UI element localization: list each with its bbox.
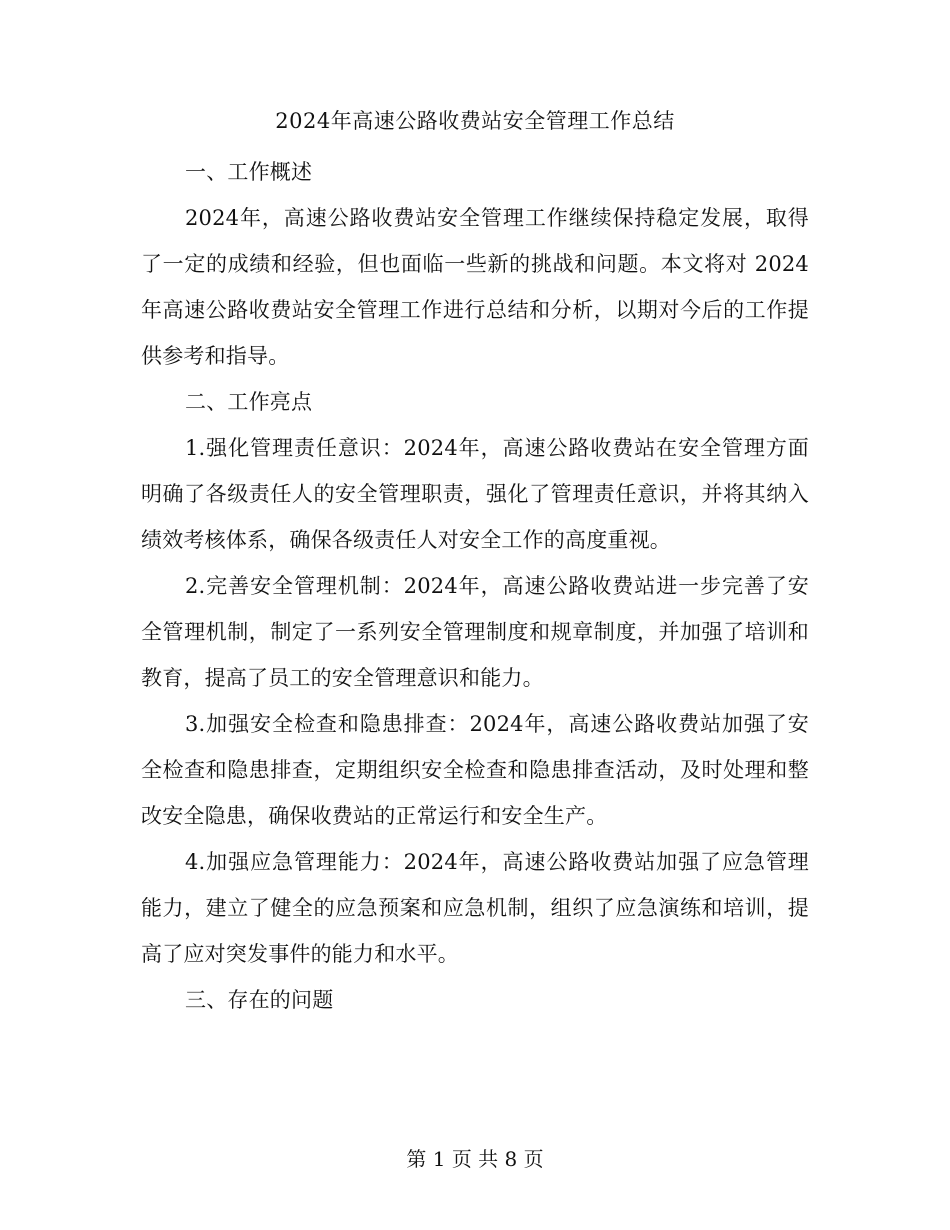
document-title: 2024年高速公路收费站安全管理工作总结 [275,109,675,133]
page-number-footer: 第 1 页 共 8 页 [406,1147,544,1171]
document-body [141,149,809,1023]
paragraph-highlight-1: 1.强化管理责任意识：2024年，高速公路收费站在安全管理方面明确了各级责任人的安全管理职责，强化了管理责任意识，并将其纳入绩效考核体系，确保各级责任人对安全工作的高度重视。 [141,436,809,552]
section-heading-overview: 一、工作概述 [185,160,313,184]
paragraph-highlight-3: 3.加强安全检查和隐患排查：2024年，高速公路收费站加强了安全检查和隐患排查，定期组织安全检查和隐患排查活动，及时处理和整改安全隐患，确保收费站的正常运行和安全生产。 [141,712,809,828]
paragraph-overview: 2024年，高速公路收费站安全管理工作继续保持稳定发展，取得了一定的成绩和经验，但也面临一些新的挑战和问题。本文将对 2024年高速公路收费站安全管理工作进行总结和分析，以期对今后的工作提供参考和指导。 [141,206,809,368]
section-heading-highlights: 二、工作亮点 [185,390,313,414]
paragraph-highlight-4: 4.加强应急管理能力：2024年，高速公路收费站加强了应急管理能力，建立了健全的应急预案和应急机制，组织了应急演练和培训，提高了应对突发事件的能力和水平。 [141,850,809,966]
section-heading-problems: 三、存在的问题 [185,988,334,1012]
paragraph-highlight-2: 2.完善安全管理机制：2024年，高速公路收费站进一步完善了安全管理机制，制定了一系列安全管理制度和规章制度，并加强了培训和教育，提高了员工的安全管理意识和能力。 [141,574,809,690]
